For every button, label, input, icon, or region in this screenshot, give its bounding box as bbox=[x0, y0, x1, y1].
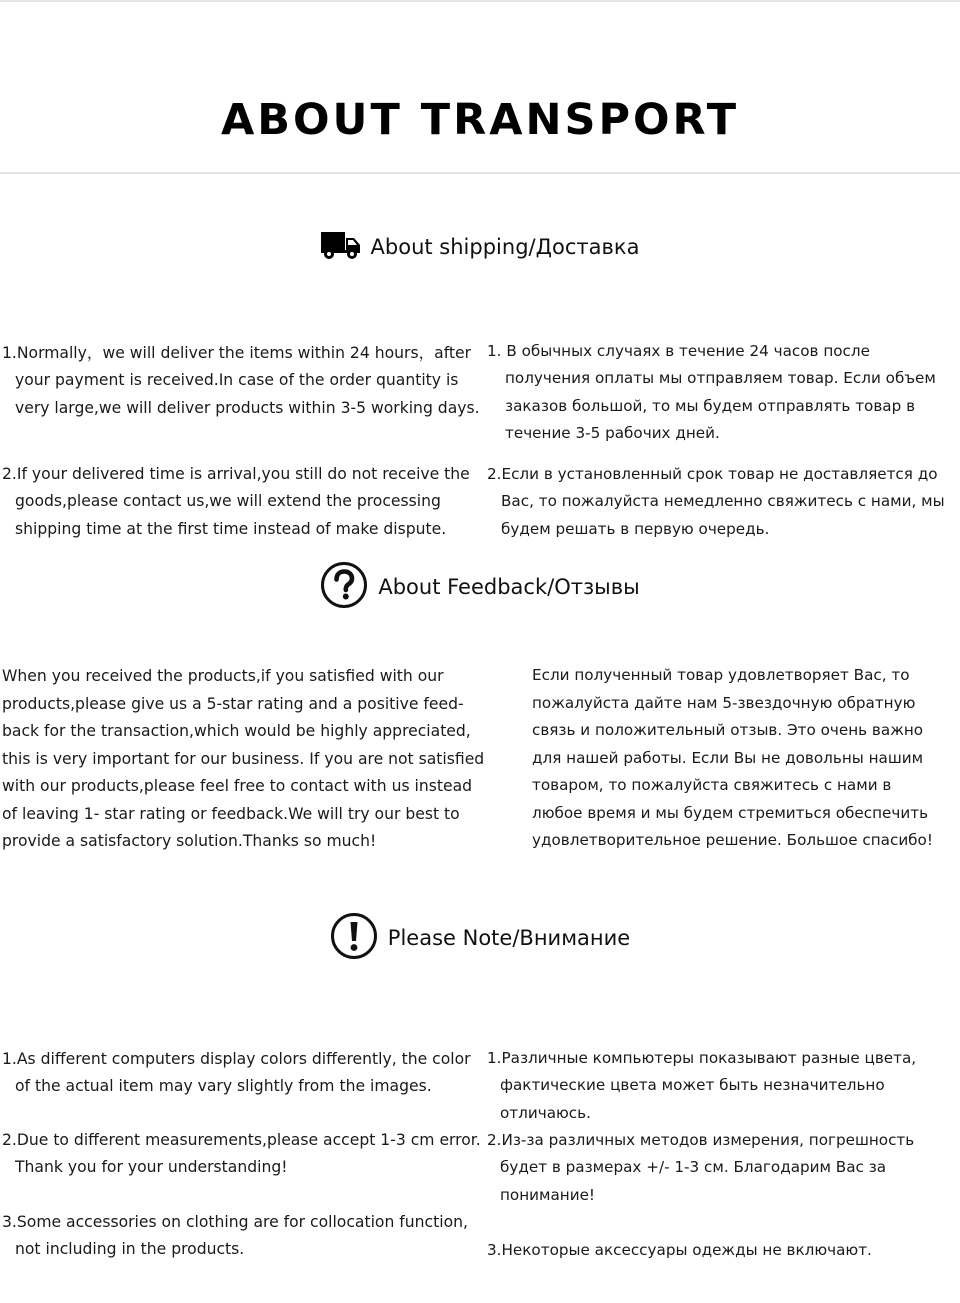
shipping-en-item-2-text: 2.If your delivered time is arrival,you still do not receive the goods,please contact us,we will extend the processing shipping time at the first time instead of make dispute. bbox=[2, 464, 470, 538]
shipping-en-item-1 bbox=[2, 312, 480, 450]
note-en-item-1-text: 1.As different computers display colors differently, the color of the actual item may vary slightly from the images. bbox=[2, 1049, 471, 1095]
shipping-ru-item-1-text: 1. В обычных случаях в течение 24 часов после получения оплаты мы отправляем товар. Если объем заказов большой, то мы будем отправлять товар в течение 3-5 рабочих дней. bbox=[487, 341, 936, 442]
note-ru-item-3-text: 3.Некоторые аксессуары одежды не включают. bbox=[487, 1240, 872, 1259]
exclamation-circle-icon bbox=[330, 912, 378, 964]
feedback-ru-text: Если полученный товар удовлетворяет Вас, то пожалуйста дайте нам 5-звездочную обратную связь и положительный отзыв. Это очень важно для нашей работы. Если Вы не довольны нашим товаром, то пожалуйста свяжитесь с нами в любое время и мы будем стремиться обеспечить удовлетворительное решение. Большое спасибо! bbox=[532, 666, 933, 849]
shipping-heading: About shipping/Доставка bbox=[370, 235, 640, 259]
note-section-header bbox=[0, 913, 960, 963]
feedback-section-header bbox=[0, 562, 960, 612]
question-circle-icon bbox=[320, 561, 368, 613]
note-ru-item-1-text: 1.Различные компьютеры показывают разные цвета, фактические цвета может быть незначительно отличаюсь. bbox=[487, 1048, 917, 1122]
note-heading: Please Note/Внимание bbox=[387, 926, 631, 950]
title-divider bbox=[0, 172, 960, 174]
shipping-ru-item-2-text: 2.Если в установленный срок товар не доставляется до Вас, то пожалуйста немедленно свяжитесь с нами, мы будем решать в первую очередь. bbox=[487, 464, 945, 538]
note-en-item-3-text: 3.Some accessories on clothing are for collocation function, not including in the products. bbox=[2, 1212, 468, 1258]
truck-icon bbox=[321, 230, 361, 264]
top-divider bbox=[0, 0, 960, 2]
feedback-heading: About Feedback/Отзывы bbox=[378, 575, 640, 599]
shipping-en-item-2 bbox=[2, 433, 470, 571]
note-ru-item-3 bbox=[487, 1209, 872, 1292]
shipping-en-item-1-text: 1.Normally，we will deliver the items within 24 hours，after your payment is received.In case of the order quantity is very large,we will deliver products within 3-5 working days. bbox=[2, 343, 480, 417]
note-en-item-3 bbox=[2, 1181, 468, 1291]
page-title: ABOUT TRANSPORT bbox=[220, 94, 740, 145]
feedback-en-text: When you received the products,if you satisfied with our products,please give us a 5-star rating and a positive feed- back for the transaction,which would be highly appreciated, this is very important for our business. If you are not satisfied with our products,please feel free to contact with us instead of leaving 1- star rating or feedback.We will try our best to provide a satisfactory solution.Thanks so much! bbox=[2, 667, 485, 850]
note-ru-item-2-text: 2.Из-за различных методов измерения, погрешность будет в размерах +/- 1-3 см. Благодарим Вас за понимание! bbox=[487, 1130, 915, 1204]
shipping-section-header bbox=[0, 222, 960, 272]
shipping-ru-item-2 bbox=[487, 433, 945, 571]
note-en-item-2-text: 2.Due to different measurements,please accept 1-3 cm error. Thank you for your understanding! bbox=[2, 1130, 481, 1176]
